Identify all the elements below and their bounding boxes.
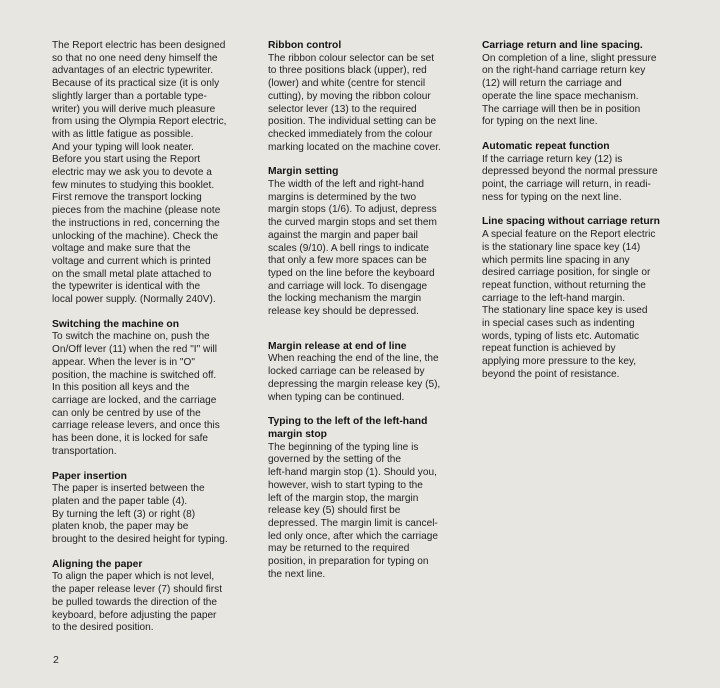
column-2 <box>268 40 474 593</box>
section-body <box>482 154 694 205</box>
text-line: In this position all keys and the <box>52 382 190 394</box>
text-line: platen and the paper table (4). <box>52 495 188 507</box>
text-line: so that no one need deny himself the <box>52 52 218 64</box>
text-line: point, the carriage will return, in readi- <box>482 179 651 191</box>
text-line: checked immediately from the colour <box>268 128 433 140</box>
text-line: repeat function is achieved by <box>482 343 616 355</box>
text-line: marking located on the machine cover. <box>268 141 441 153</box>
text-line: governed by the setting of the <box>268 454 401 466</box>
text-line: to the desired position. <box>52 622 154 634</box>
text-line: advantages of an electric typewriter. <box>52 65 214 77</box>
text-line: On completion of a line, slight pressure <box>482 52 657 64</box>
text-line: depressed. The margin limit is cancel- <box>268 517 438 529</box>
section-heading: Margin setting <box>268 166 339 178</box>
carriage-return-section <box>482 40 694 129</box>
text-line: The Report electric has been designed <box>52 40 226 51</box>
text-line: applying more pressure to the key, <box>482 356 637 368</box>
text-line: keyboard, before adjusting the paper <box>52 609 217 621</box>
text-line: voltage and current which is printed <box>52 255 211 267</box>
margin-setting-section <box>268 166 474 318</box>
text-line: Typing to the left of the left-hand <box>268 416 428 428</box>
section-body <box>52 571 260 635</box>
text-line: position. The individual setting can be <box>268 116 437 128</box>
text-line: the instructions in red, concerning the <box>52 217 220 229</box>
text-line: A special feature on the Report electric <box>482 229 656 241</box>
text-line: margin stop <box>268 428 327 440</box>
text-line: locked carriage can be released by <box>268 366 425 378</box>
text-line: brought to the desired height for typing. <box>52 534 228 546</box>
text-line: slightly larger than a portable type- <box>52 90 207 102</box>
text-line: (12) will return the carriage and <box>482 78 622 90</box>
section-body <box>482 53 694 129</box>
text-line: to three positions black (upper), red <box>268 65 427 77</box>
section-body <box>268 179 474 319</box>
text-line: repeat function, without returning the <box>482 279 646 291</box>
text-line: To switch the machine on, push the <box>52 331 210 343</box>
text-line: If the carriage return key (12) is <box>482 153 623 165</box>
text-line: from using the Olympia Report electric, <box>52 116 227 128</box>
section-body <box>52 331 260 458</box>
section-body <box>268 442 474 582</box>
text-line: And your typing will look neater. <box>52 141 194 153</box>
switching-on-section <box>52 319 260 459</box>
text-line: left of the margin stop, the margin <box>268 492 419 504</box>
text-line: The width of the left and right-hand <box>268 179 424 191</box>
text-line: carriage are locked, and the carriage <box>52 394 217 406</box>
ribbon-control-section <box>268 40 474 154</box>
text-line: pieces from the machine (please note <box>52 205 221 217</box>
text-line: When reaching the end of the line, the <box>268 353 439 365</box>
page-number: 2 <box>53 654 59 666</box>
text-line: margin stops (1/6). To adjust, depress <box>268 204 437 216</box>
text-line: beyond the point of resistance. <box>482 368 620 380</box>
text-line: few minutes to studying this booklet. <box>52 179 215 191</box>
section-heading: Line spacing without carriage return <box>482 216 660 228</box>
text-line: To align the paper which is not level, <box>52 571 215 583</box>
text-line: the curved margin stops and set them <box>268 217 437 229</box>
text-line: local power supply. (Normally 240V). <box>52 294 216 306</box>
text-line: the locking mechanism the margin <box>268 293 422 305</box>
text-line: release key should be depressed. <box>268 306 419 318</box>
text-line: position, in preparation for typing on <box>268 556 429 568</box>
text-line: depressed beyond the normal pressure <box>482 166 658 178</box>
text-line: selector lever (13) to the required <box>268 103 417 115</box>
text-line: desired carriage position, for single or <box>482 267 651 279</box>
text-line: Because of its practical size (it is only <box>52 78 220 90</box>
column-1 <box>52 40 260 647</box>
text-line: on the small metal plate attached to <box>52 268 212 280</box>
automatic-repeat-section <box>482 141 694 205</box>
text-line: The paper is inserted between the <box>52 483 205 495</box>
line-spacing-section <box>482 216 694 381</box>
text-line: typed on the line before the keyboard <box>268 267 435 279</box>
text-line: carriage to the left-hand margin. <box>482 292 626 304</box>
section-body <box>268 53 474 155</box>
text-line: scales (9/10). A bell rings to indicate <box>268 242 430 254</box>
text-line: On/Off lever (11) when the red "I" will <box>52 344 217 356</box>
text-line: cutting), by moving the ribbon colour <box>268 90 431 102</box>
text-line: unlocking of the machine). Check the <box>52 230 219 242</box>
text-line: margins is determined by the two <box>268 191 417 203</box>
section-body <box>52 483 260 547</box>
text-line: that only a few more spaces can be <box>268 255 427 267</box>
text-line: be pulled towards the direction of the <box>52 596 217 608</box>
text-line: in special cases such as indenting <box>482 318 635 330</box>
text-line: release key (5) should first be <box>268 505 401 517</box>
section-heading <box>268 416 474 441</box>
section-heading: Switching the machine on <box>52 318 180 330</box>
text-line: with as little fatigue as possible. <box>52 128 194 140</box>
text-line: First remove the transport locking <box>52 192 202 204</box>
text-line: ness for typing on the next line. <box>482 191 622 203</box>
text-line: The stationary line space key is used <box>482 305 648 317</box>
section-body <box>268 353 474 404</box>
section-body <box>482 229 694 381</box>
section-heading: Margin release at end of line <box>268 340 407 352</box>
text-line: The ribbon colour selector can be set <box>268 52 435 64</box>
section-heading: Paper insertion <box>52 470 127 482</box>
intro-section <box>52 40 260 307</box>
text-line: The carriage will then be in position <box>482 103 641 115</box>
section-heading: Aligning the paper <box>52 558 143 570</box>
column-3 <box>482 40 694 394</box>
paper-insertion-section <box>52 471 260 547</box>
aligning-paper-section <box>52 559 260 635</box>
text-line: operate the line space mechanism. <box>482 90 639 102</box>
typing-left-margin-section <box>268 416 474 581</box>
text-line: may be returned to the required <box>268 543 410 555</box>
intro-paragraph <box>52 40 260 307</box>
text-line: can only be centred by use of the <box>52 407 201 419</box>
text-line: Before you start using the Report <box>52 154 201 166</box>
text-line: the paper release lever (7) should first <box>52 584 222 596</box>
text-line: against the margin and paper bail <box>268 229 418 241</box>
text-line: depressing the margin release key (5), <box>268 378 441 390</box>
text-line: carriage release levers, and once this <box>52 420 220 432</box>
text-line: and carriage will lock. To disengage <box>268 280 428 292</box>
text-line: on the right-hand carriage return key <box>482 65 646 77</box>
text-line: for typing on the next line. <box>482 116 598 128</box>
text-line: platen knob, the paper may be <box>52 521 189 533</box>
text-line: writer) you will derive much pleasure <box>52 103 216 115</box>
text-line: voltage and make sure that the <box>52 243 191 255</box>
text-line: is the stationary line space key (14) <box>482 241 641 253</box>
text-line: electric may we ask you to devote a <box>52 167 212 179</box>
text-line: has been done, it is locked for safe <box>52 433 208 445</box>
text-line: which permits line spacing in any <box>482 254 630 266</box>
text-line: By turning the left (3) or right (8) <box>52 508 196 520</box>
margin-release-section <box>268 341 474 405</box>
section-heading: Ribbon control <box>268 40 342 51</box>
text-line: the typewriter is identical with the <box>52 281 201 293</box>
text-line: led only once, after which the carriage <box>268 530 439 542</box>
text-line: transportation. <box>52 445 117 457</box>
text-line: left-hand margin stop (1). Should you, <box>268 467 437 479</box>
text-line: when typing can be continued. <box>268 391 405 403</box>
text-line: words, typing of lists etc. Automatic <box>482 330 640 342</box>
text-line: The beginning of the typing line is <box>268 441 419 453</box>
section-heading: Automatic repeat function <box>482 140 610 152</box>
text-line: position, the machine is switched off. <box>52 369 217 381</box>
text-line: the next line. <box>268 568 326 580</box>
section-heading: Carriage return and line spacing. <box>482 40 643 51</box>
text-line: (lower) and white (centre for stencil <box>268 78 426 90</box>
text-line: however, wish to start typing to the <box>268 479 423 491</box>
text-line: appear. When the lever is in "O" <box>52 356 195 368</box>
